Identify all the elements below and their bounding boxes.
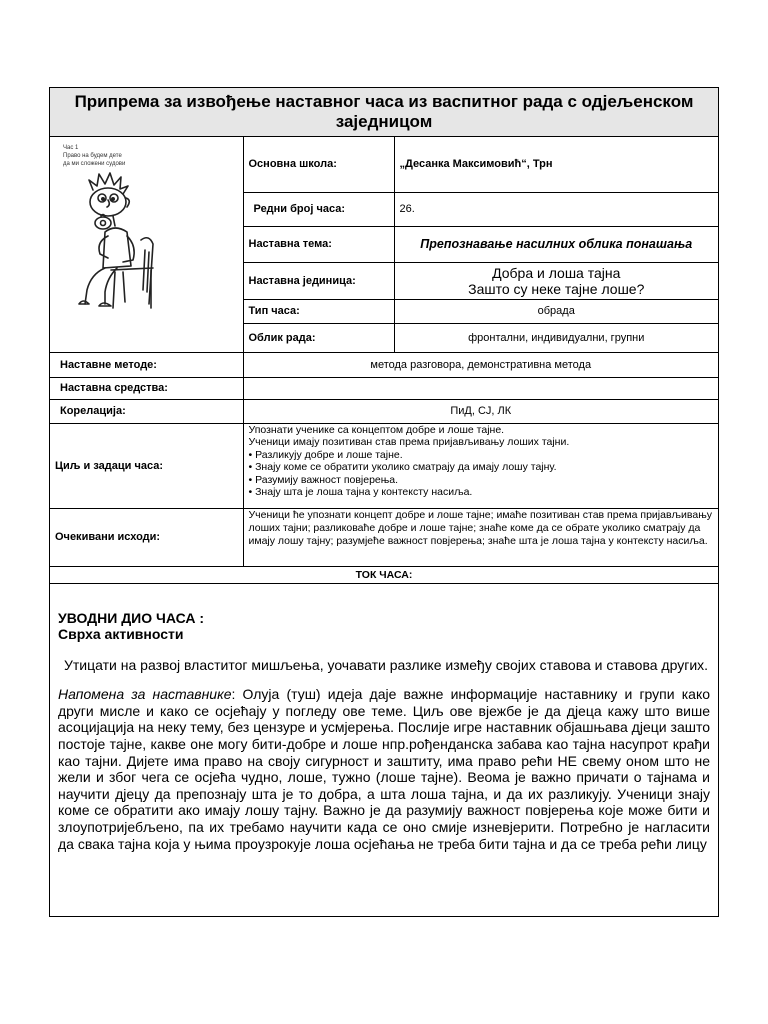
note-text: : Олуја (туш) идеја даје важне информације наставнику и групи како други мисле и како се осјећају у погледу ове теме. Циљ ове вјежбе је да дјеца кажу што више асоцијација на неку тему, без цензуре и усмјерења. Послије игре наставник објашњава дјеци зашто постоје тајне, какве оне могу бити-добре и лоше нпр.рођенданска забава као тајна насупрот крађи као тајни. Дијете има право на своју сигурност и заштиту, има право рећи НЕ свему оном што не жели и због чега се осјећа чудно, лоше, тужно (лоше тајне). Веома је важно причати о тајнама и научити дјецу да препознају шта је то добра, а шта лоша тајна, и да их разликују. Ученици знају коме се обратити ако имају лошу тајну. Важно је да разумију важност повјерења које може бити и злоупотријебљено, па их требамо научити када се оно смије изневјерити. Потребно је нагласити да свака тајна која у њима проузрокује лоша осјећања не треба бити тајна и да се треба рећи лицу (58, 686, 711, 852)
field-label-methods: Наставне методе: (50, 352, 243, 377)
goal-line: Упознати ученике са концептом добре и лоше тајне. (248, 423, 505, 436)
illustration-cell (50, 136, 243, 352)
goal-line: • Разликују добре и лоше тајне. (248, 448, 403, 461)
field-value-outcomes: Ученици ће упознати концепт добре и лоше тајне; имаће позитиван став према пријављивању лоших тајни; разликоваће добре и лоше тајне; знаће коме да се обрате уколико сматрају да имају лошу тајну; разумјеће важност повјерења; знаће шта је лоша тајна у контексту насиља. (243, 508, 718, 566)
field-value-correlation: ПиД, СЈ, ЛК (243, 399, 718, 423)
field-label-topic: Наставна тема: (243, 226, 394, 262)
unit-line-1: Добра и лоша тајна (492, 264, 621, 281)
field-label-resources: Наставна средства: (50, 377, 243, 399)
caption-line-2: Право на будем дете (63, 152, 122, 159)
field-value-school: „Десанка Максимовић“, Трн (394, 136, 718, 192)
unit-line-2: Зашто су неке тајне лоше? (468, 280, 645, 297)
field-label-type: Тип часа: (243, 299, 394, 323)
purpose-paragraph: Утицати на развој властитог мишљења, уочавати разлике између својих ставова и ставова других. (64, 656, 709, 673)
field-value-type: обрада (394, 299, 718, 323)
cartoon-boy-on-chair-icon (53, 140, 183, 320)
lesson-plan-document (49, 87, 719, 917)
goal-line: • Разумију важност повјерења. (248, 473, 399, 486)
lesson-body (50, 584, 718, 853)
field-value-lesson-number: 26. (394, 192, 718, 226)
field-value-work-form: фронтални, индивидуални, групни (394, 323, 718, 352)
goal-line: Ученици имају позитиван став према пријављивању лоших тајни. (248, 436, 570, 449)
field-label-goals: Циљ и задаци часа: (50, 423, 243, 508)
goal-line: • Знају шта је лоша тајна у контексту насиља. (248, 486, 473, 499)
goal-line: • Знају коме се обратити уколико сматрају да имају лошу тајну. (248, 461, 557, 474)
field-value-resources (243, 377, 718, 399)
field-value-methods: метода разговора, демонстративна метода (243, 352, 718, 377)
field-label-correlation: Корелација: (50, 399, 243, 423)
goals-list (243, 423, 718, 508)
field-value-topic: Препознавање насилних облика понашања (394, 226, 718, 262)
field-label-school: Основна школа: (243, 136, 394, 192)
field-value-unit (394, 262, 718, 299)
caption-line-3: да ми сложени судови (63, 160, 126, 167)
note-label: Напомена за наставнике (58, 686, 232, 703)
caption-line-1: Час 1 (63, 144, 79, 151)
page-title: Припрема за извођење наставног часа из васпитног рада с одјељенском заједницом (50, 88, 718, 136)
field-label-lesson-number: Редни број часа: (243, 192, 394, 226)
teacher-note-paragraph (58, 686, 710, 852)
field-label-work-form: Облик рада: (243, 323, 394, 352)
section-subheading: Сврха активности (58, 626, 184, 643)
lesson-plan-table (50, 88, 718, 584)
field-label-outcomes: Очекивани исходи: (50, 508, 243, 566)
section-heading: УВОДНИ ДИО ЧАСА : (58, 609, 205, 626)
lesson-flow-header: ТОК ЧАСА: (50, 566, 718, 583)
field-label-unit: Наставна јединица: (243, 262, 394, 299)
